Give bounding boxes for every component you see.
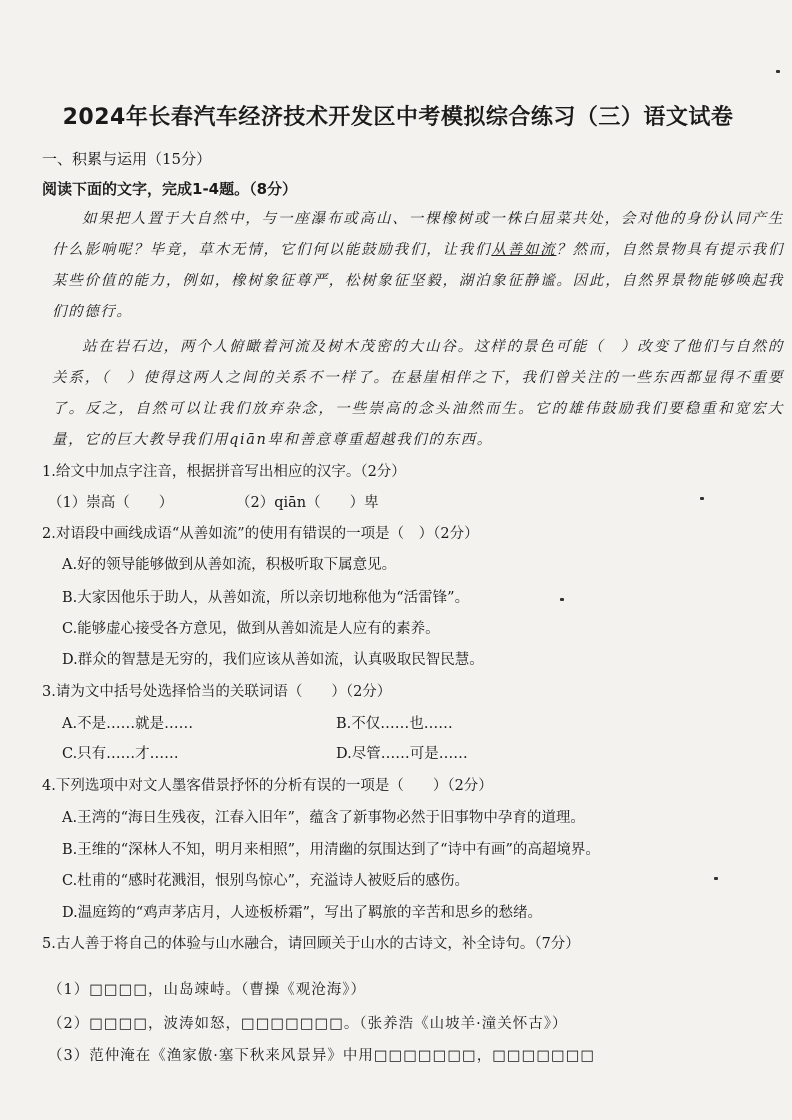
underlined-idiom: 从善如流 [491, 242, 557, 258]
question-1-stem: 1.给文中加点字注音，根据拼音写出相应的汉字。（2分） [42, 464, 406, 480]
passage-text: 如果把人置于大自然中，与一座瀑布或高山、一棵橡树或一株白屈菜共处，会对他的身份认同产生什么影响呢？毕竟，草木无情，它们何以能鼓励我们，让我们 [52, 211, 784, 258]
scan-speck [700, 497, 704, 500]
question-2-stem: 2.对语段中画线成语“从善如流”的使用有错误的一项是（ ）（2分） [42, 526, 479, 542]
scan-speck [714, 877, 718, 880]
page-title: 2024年长春汽车经济技术开发区中考模拟综合练习（三）语文试卷 [62, 105, 734, 130]
question-1-item-1: （1）崇高（ ） [48, 495, 174, 511]
question-1-item-2: （2）qiān（ ）卑 [236, 495, 379, 511]
question-4-option-d: D.温庭筠的“鸡声茅店月，人迹板桥霜”，写出了羁旅的辛苦和思乡的愁绪。 [62, 905, 543, 921]
question-2-option-c: C.能够虚心接受各方意见，做到从善如流是人应有的素养。 [62, 621, 440, 637]
question-2-option-a: A.好的领导能够做到从善如流，积极听取下属意见。 [62, 557, 397, 573]
question-2-option-b: B.大家因他乐于助人，从善如流，所以亲切地称他为“活雷锋”。 [62, 590, 470, 606]
question-5-item-2: （2）□□□□，波涛如怒，□□□□□□□。（张养浩《山坡羊·潼关怀古》） [48, 1016, 568, 1032]
question-3-option-c: C.只有……才…… [62, 746, 179, 762]
question-5-stem: 5.古人善于将自己的体验与山水融合，请回顾关于山水的古诗文，补全诗句。（7分） [42, 936, 580, 952]
question-3-option-b: B.不仅……也…… [336, 716, 453, 732]
question-4-option-a: A.王湾的“海日生残夜，江春入旧年”，蕴含了新事物必然于旧事物中孕育的道理。 [62, 810, 585, 826]
question-4-stem: 4.下列选项中对文人墨客借景抒怀的分析有误的一项是（ ）（2分） [42, 778, 493, 794]
question-3-option-d: D.尽管……可是…… [336, 746, 468, 762]
reading-instruction: 阅读下面的文字，完成1-4题。（8分） [42, 180, 298, 198]
question-4-option-c: C.杜甫的“感时花溅泪，恨别鸟惊心”，充溢诗人被贬后的感伤。 [62, 873, 470, 889]
question-3-option-a: A.不是……就是…… [62, 716, 194, 732]
question-3-stem: 3.请为文中括号处选择恰当的关联词语（ ）（2分） [42, 684, 392, 700]
question-4-option-b: B.王维的“深林人不知，明月来相照”，用清幽的氛围达到了“诗中有画”的高超境界。 [62, 842, 600, 858]
question-5-item-1: （1）□□□□，山岛竦峙。（曹操《观沧海》） [48, 982, 367, 998]
passage-paragraph-2: 站在岩石边，两个人俯瞰着河流及树木茂密的大山谷。这样的景色可能（ ）改变了他们与自然的关系，（ ）使得这两人之间的关系不一样了。在悬崖相伴之下，我们曾关注的一些东西都显得不重要了。反之，自然可以让我们放弃杂念，一些崇高的念头油然而生。它的雄伟鼓励我们要稳重和宽宏大量，它的巨大教导我们用qiān卑和善意尊重超越我们的东西。 [52, 339, 784, 448]
passage-text: ？然而，自然景物具有提示我们某些价值的能力，例如，橡树象征尊严，松树象征坚毅，湖泊象征静谧。因此，自然界景物能够唤起我们的德行。 [52, 242, 785, 320]
scan-speck [560, 598, 564, 601]
section-heading: 一、积累与运用（15分） [42, 150, 212, 168]
question-2-option-d: D.群众的智慧是无穷的，我们应该从善如流，认真吸取民智民慧。 [62, 652, 484, 668]
scan-speck [776, 70, 780, 73]
question-5-item-3: （3）范仲淹在《渔家傲·塞下秋来风景异》中用□□□□□□□，□□□□□□□ [48, 1048, 596, 1064]
passage-paragraph-1 [52, 204, 784, 328]
